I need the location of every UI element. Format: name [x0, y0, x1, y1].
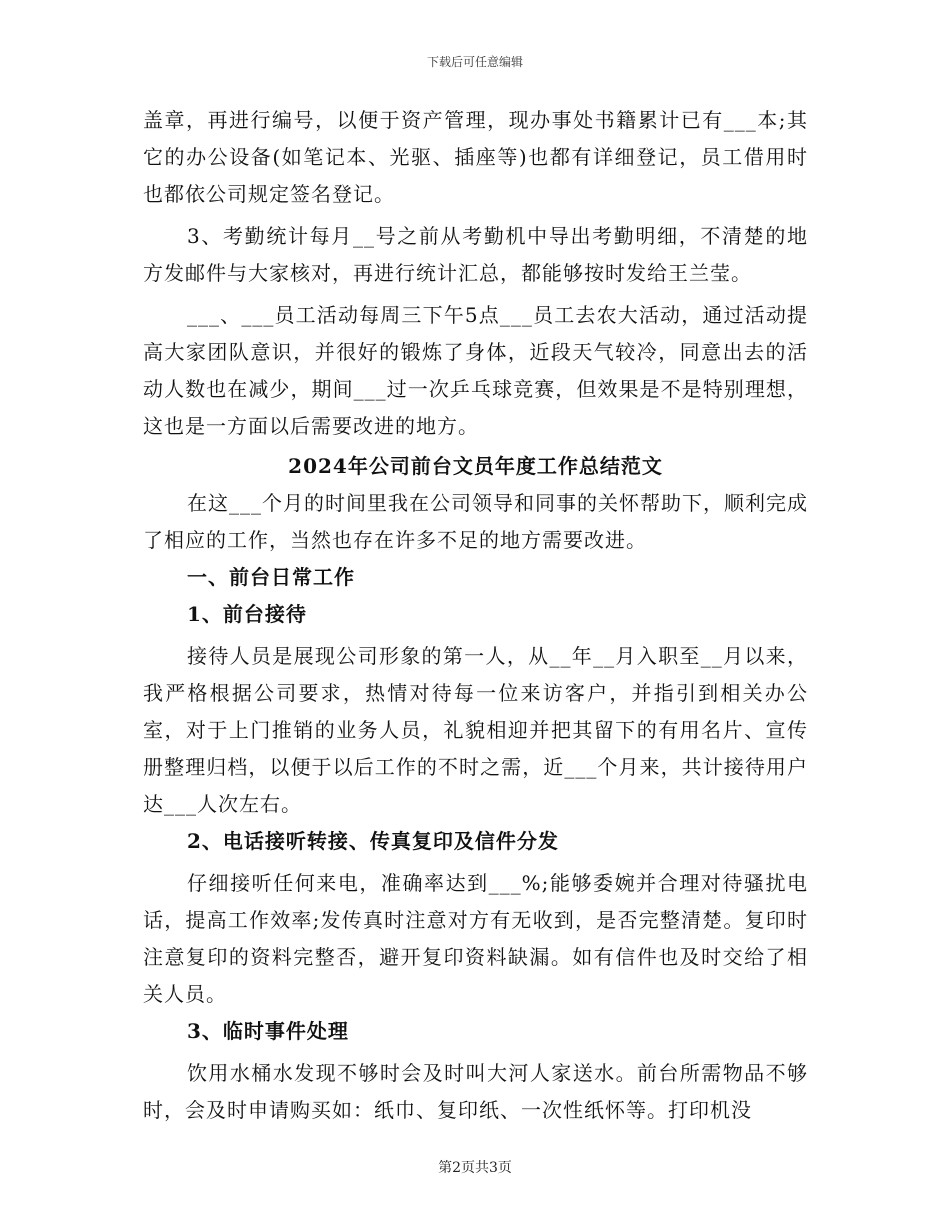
document-body	[143, 102, 808, 1129]
paragraph-activities: ___、___员工活动每周三下午5点___员工去农大活动，通过活动提高大家团队意识，并很好的锻炼了身体，近段天气较冷，同意出去的活动人数也在减少，期间___过一次乒乓球竞赛，但效果是不是特别理想，这也是一方面以后需要改进的地方。	[143, 303, 808, 438]
header-note: 下载后可任意编辑	[426, 55, 523, 69]
subheading-phone-fax: 2、电话接听转接、传真复印及信件分发	[187, 829, 559, 853]
section-heading-daily-work: 一、前台日常工作	[187, 565, 355, 589]
paragraph-assets: 盖章，再进行编号，以便于资产管理，现办事处书籍累计已有___本;其它的办公设备(如笔记本、光驱、插座等)也都有详细登记，员工借用时也都依公司规定签名登记。	[143, 108, 808, 206]
paragraph-phone-fax: 仔细接听任何来电，准确率达到___%;能够委婉并合理对待骚扰电话，提高工作效率;发传真时注意对方有无收到，是否完整清楚。复印时注意复印的资料完整否，避开复印资料缺漏。如有信件也及时交给了相关人员。	[143, 871, 808, 1006]
paragraph-reception: 接待人员是展现公司形象的第一人，从__年__月入职至__月以来，我严格根据公司要求，热情对待每一位来访客户，并指引到相关办公室，对于上门推销的业务人员，礼貌相迎并把其留下的有用名片、宣传册整理归档，以便于以后工作的不时之需，近___个月来，共计接待用户达___人次左右。	[143, 644, 808, 816]
paragraph-intro: 在这___个月的时间里我在公司领导和同事的关怀帮助下，顺利完成了相应的工作，当然也存在许多不足的地方需要改进。	[143, 491, 808, 552]
paragraph-attendance: 3、考勤统计每月__号之前从考勤机中导出考勤明细，不清楚的地方发邮件与大家核对，再进行统计汇总，都能够按时发给王兰莹。	[143, 224, 808, 285]
page-number-footer: 第2页共3页	[438, 1160, 512, 1176]
subheading-reception: 1、前台接待	[187, 602, 307, 626]
subheading-temporary-events: 3、临时事件处理	[187, 1019, 349, 1043]
document-title: 2024年公司前台文员年度工作总结范文	[288, 454, 663, 478]
paragraph-temporary-events: 饮用水桶水发现不够时会及时叫大河人家送水。前台所需物品不够时，会及时申请购买如：纸巾、复印纸、一次性纸怀等。打印机没	[143, 1061, 808, 1122]
